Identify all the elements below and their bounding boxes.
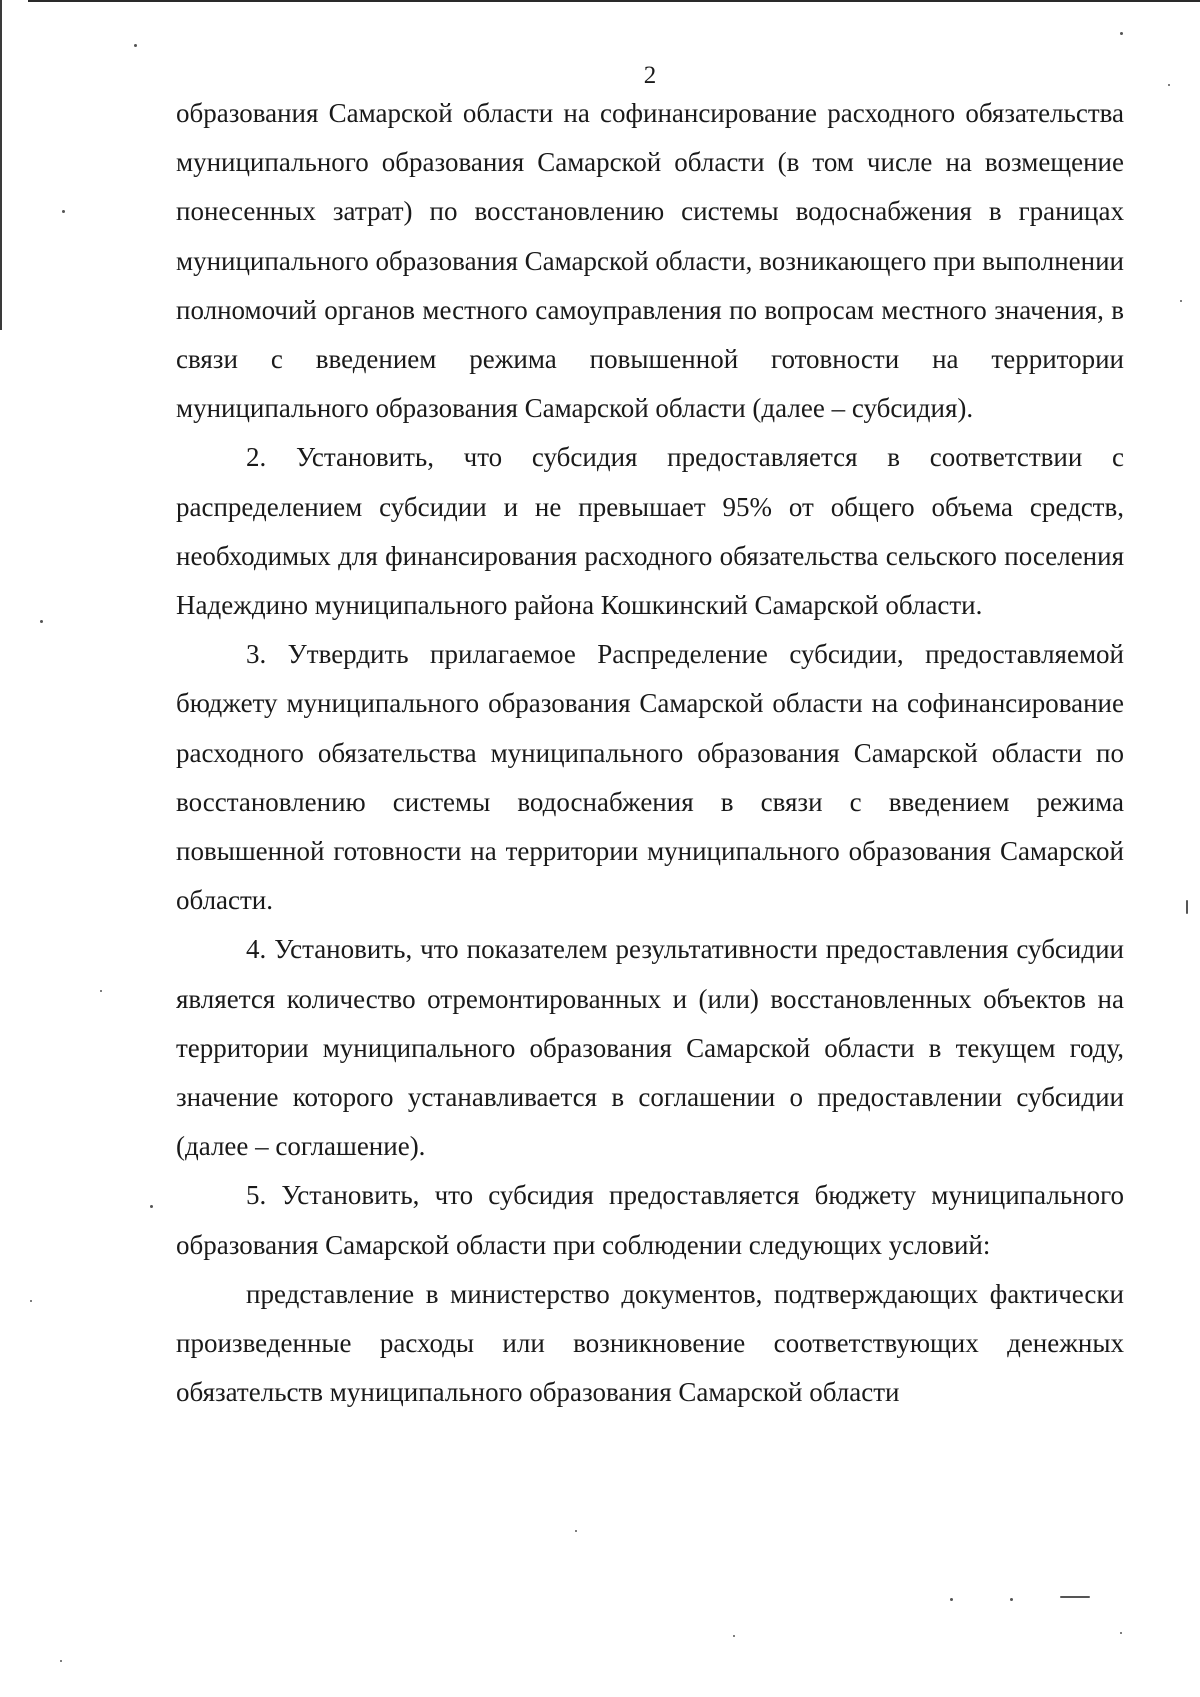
scan-speck xyxy=(1120,1632,1122,1634)
scan-speck xyxy=(30,1300,32,1302)
scan-speck xyxy=(40,620,43,623)
paragraph-6: представление в министерство документов, подтверждающих фактически произведенные расходы или возникновение соответствующих денежных обязательств муниципального образования Самарской области xyxy=(176,1278,1124,1408)
scan-speck xyxy=(1168,84,1170,86)
scan-edge-left xyxy=(0,0,2,330)
scan-edge-top xyxy=(28,0,1200,2)
scan-speck xyxy=(62,210,65,213)
scan-speck xyxy=(60,1660,62,1662)
paragraph-5: 5. Установить, что субсидия предоставляется бюджету муниципального образования Самарской области при соблюдении следующих условий: xyxy=(176,1180,1124,1260)
scan-speck xyxy=(1120,32,1123,35)
scan-speck xyxy=(1186,900,1188,914)
scan-speck xyxy=(1060,1596,1090,1598)
scan-speck xyxy=(134,44,137,47)
scan-speck xyxy=(150,1205,153,1208)
paragraph-1: образования Самарской области на софинансирование расходного обязательства муниципального образования Самарской области (в том числе на возмещение понесенных затрат) по восстановлению системы водоснабжения в границах муниципального образования Самарской области, возникающего при выполнении полномочий органов местного самоуправления по вопросам местного значения, в связи с введением режима повышенной готовности на территории муниципального образования Самарской области (далее – субсидия). xyxy=(176,98,1124,424)
scan-speck xyxy=(733,1635,735,1637)
paragraph-4: 4. Установить, что показателем результативности предоставления субсидии является количество отремонтированных и (или) восстановленных объектов на территории муниципального образования Самарской области в текущем году, значение которого устанавливается в соглашении о предоставлении субсидии (далее – соглашение). xyxy=(176,934,1124,1162)
paragraph-3: 3. Утвердить прилагаемое Распределение субсидии, предоставляемой бюджету муниципального образования Самарской области на софинансирование расходного обязательства муниципального образования Самарской области по восстановлению системы водоснабжения в связи с введением режима повышенной готовности на территории муниципального образования Самарской области. xyxy=(176,639,1124,916)
scan-speck xyxy=(575,1530,577,1532)
paragraph-2: 2. Установить, что субсидия предоставляется в соответствии с распределением субсидии и не превышает 95% от общего объема средств, необходимых для финансирования расходного обязательства сельского поселения Надеждино муниципального района Кошкинский Самарской области. xyxy=(176,442,1124,621)
scan-speck xyxy=(100,990,102,992)
document-body xyxy=(176,89,1124,1417)
scan-speck xyxy=(950,1598,953,1601)
scan-speck xyxy=(1010,1598,1013,1601)
page-number: 2 xyxy=(643,62,657,89)
scan-speck xyxy=(1180,300,1182,302)
